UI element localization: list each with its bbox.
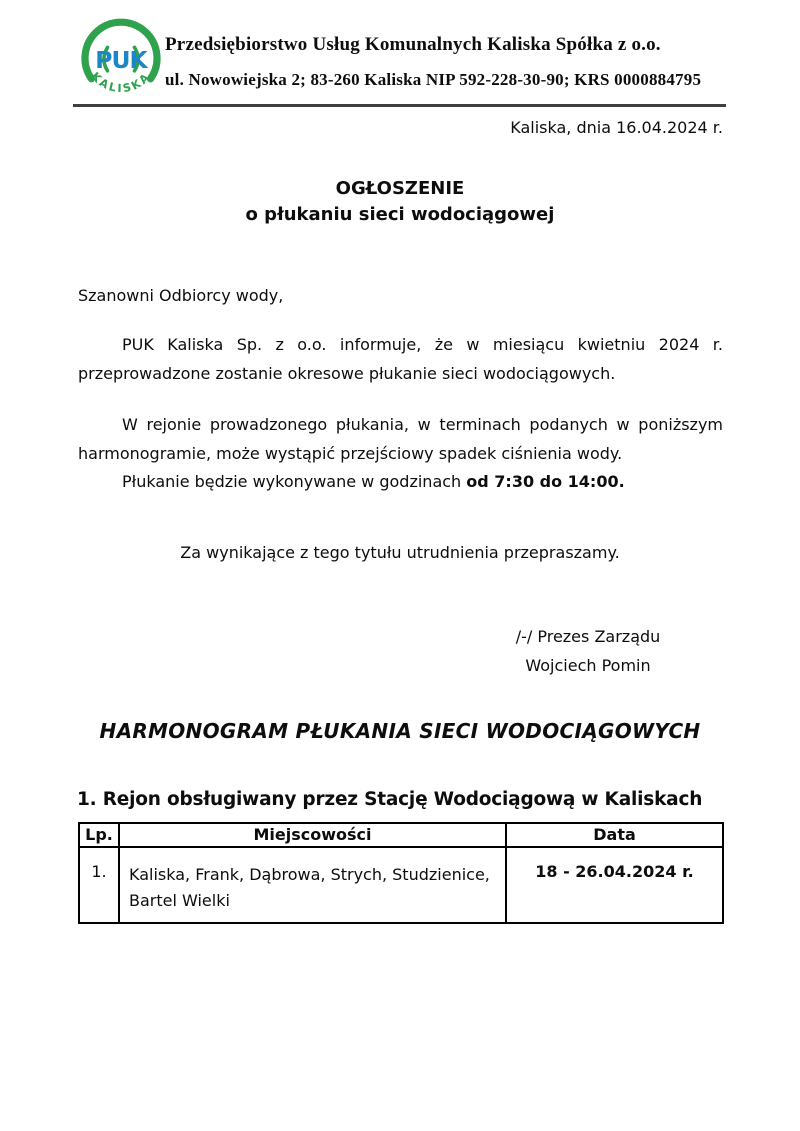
signature-name: Wojciech Pomin xyxy=(525,656,651,675)
logo-city: KALISKA xyxy=(88,69,154,96)
paragraph-hours xyxy=(78,468,723,497)
cell-date: 18 - 26.04.2024 r. xyxy=(506,847,723,923)
schedule-table xyxy=(78,822,724,924)
cell-places: Kaliska, Frank, Dąbrowa, Strych, Studzienice, Bartel Wielki xyxy=(119,847,506,923)
paragraph-group xyxy=(78,411,723,497)
cell-lp: 1. xyxy=(79,847,119,923)
table-header-row xyxy=(79,823,723,847)
hours-prefix: Płukanie będzie wykonywane w godzinach xyxy=(122,472,467,491)
apology-line: Za wynikające z tego tytułu utrudnienia przepraszamy. xyxy=(180,543,620,562)
header-divider xyxy=(73,104,726,107)
salutation: Szanowni Odbiorcy wody, xyxy=(78,286,284,305)
hours-range: od 7:30 do 14:00. xyxy=(466,472,625,491)
schedule-heading: HARMONOGRAM PŁUKANIA SIECI WODOCIĄGOWYCH xyxy=(99,719,701,743)
letterhead-text xyxy=(165,12,725,90)
logo-acronym: PUK xyxy=(95,46,147,75)
paragraph-2: W rejonie prowadzonego płukania, w terminach podanych w poniższym harmonogramie, może wystąpić przejściowy spadek ciśnienia wody. xyxy=(78,415,723,463)
company-name: Przedsiębiorstwo Usług Komunalnych Kaliska Spółka z o.o. xyxy=(165,34,661,55)
table-row xyxy=(79,847,723,923)
column-header-lp: Lp. xyxy=(79,823,119,847)
announcement-title xyxy=(0,176,800,228)
date-line: Kaliska, dnia 16.04.2024 r. xyxy=(510,118,723,137)
region-heading: 1. Rejon obsługiwany przez Stację Wodociągową w Kaliskach xyxy=(77,789,703,810)
puk-logo-icon xyxy=(76,14,166,106)
title-line-2: o płukaniu sieci wodociągowej xyxy=(245,204,555,225)
title-line-1: OGŁOSZENIE xyxy=(335,178,465,199)
signature-role: /-/ Prezes Zarządu xyxy=(515,627,661,646)
column-header-miejscowosci: Miejscowości xyxy=(119,823,506,847)
column-header-data: Data xyxy=(506,823,723,847)
paragraph-1: PUK Kaliska Sp. z o.o. informuje, że w miesiącu kwietniu 2024 r. przeprowadzone zostanie okresowe płukanie sieci wodociągowych. xyxy=(78,335,723,383)
company-address: ul. Nowowiejska 2; 83-260 Kaliska NIP 592-228-30-90; KRS 0000884795 xyxy=(165,70,702,89)
signature-block xyxy=(452,622,724,680)
